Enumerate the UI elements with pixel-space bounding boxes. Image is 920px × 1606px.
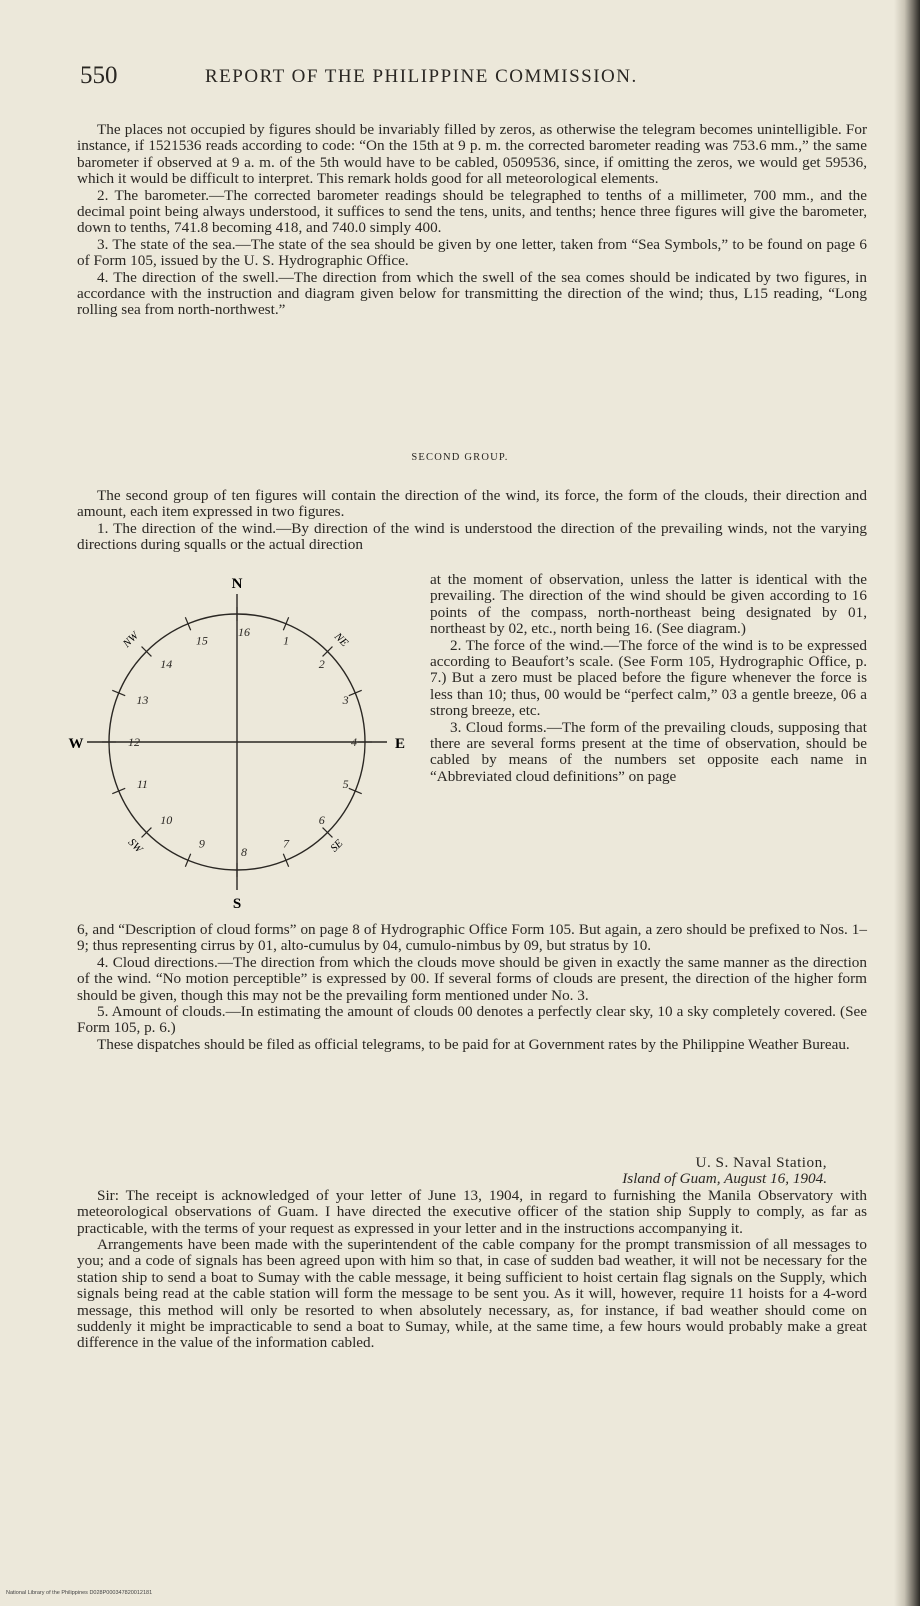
compass-south-label: S xyxy=(232,896,242,912)
compass-point-5: 5 xyxy=(342,777,349,792)
paragraph: 1. The direction of the wind.—By direction of the wind is understood the direction of the prevailing winds, not the varying directions during squalls or the actual direction xyxy=(77,519,867,554)
compass-nw-label: NW xyxy=(120,629,141,650)
compass-tick xyxy=(185,617,190,630)
letter-station: U. S. Naval Station, xyxy=(695,1154,827,1171)
scan-footer: National Library of the Philippines D028P000347820012181 xyxy=(6,1590,153,1596)
letter-place-date: Island of Guam, August 16, 1904. xyxy=(622,1170,827,1188)
compass-sw-label: SW xyxy=(125,836,145,856)
letter-paragraph: Arrangements have been made with the superintendent of the cable company for the prompt transmission of all messages to you; and a code of signals has been agreed upon with him so that, in case of sudden bad weather, it will not be necessary for the station ship to send a boat to Sumay with the cable message, it being sufficient to hoist certain flag signals on the Supply, which signals being read at the cable station will form the message to be sent you. As it will, however, require 11 hoists for a 4-word message, this method will only be resorted to when absolutely necessary, as, for instance, if bad weather should come on suddenly it might be impracticable to send a boat to Sumay, while, at the same time, a few hours would probably make a great difference in the value of the information cabled. xyxy=(77,1236,867,1352)
compass-ne-label: NE xyxy=(331,630,351,650)
compass-tick xyxy=(349,690,362,695)
paragraph: at the moment of observation, unless the latter is identical with the prevailing. The direction of the wind should be given according to 16 points of the compass, north-northeast being designated by 01, northeast by 02, etc., north being 16. (See diagram.) xyxy=(430,571,867,638)
compass-east-label: E xyxy=(394,736,406,752)
compass-point-7: 7 xyxy=(283,836,290,851)
compass-tick xyxy=(283,617,288,630)
compass-diagram xyxy=(62,572,412,912)
paragraph: 4. Cloud directions.—The direction from which the clouds move should be given in exactly the same manner as the direction of the wind. “No motion perceptible” is expressed by 00. If several forms of clouds are present, the direction of the higher form should be given, though this may not be the prevailing form mentioned under No. 3. xyxy=(77,953,867,1004)
paragraph: The second group of ten figures will contain the direction of the wind, its force, the form of the clouds, their direction and amount, each item expressed in two figures. xyxy=(77,487,867,521)
compass-west-label: W xyxy=(68,736,84,752)
paragraph: 2. The force of the wind.—The force of the wind is to be expressed according to Beaufort’s scale. (See Form 105, Hydrographic Office, p. 7.) But a zero must be placed before the figure whenever the force is less than 10; thus, 00 would be “perfect calm,” 03 a gentle breeze, 06 a strong breeze, etc. xyxy=(430,636,867,720)
compass-svg xyxy=(62,572,412,912)
letter-paragraph: Sir: The receipt is acknowledged of your letter of June 13, 1904, in regard to furnishing the Manila Observatory with meteorological observations of Guam. I have directed the executive officer of the station ship Supply to comply, as far as practicable, with the terms of your request as expressed in your letter and in the instructions accompanying it. xyxy=(77,1186,867,1237)
paragraph: The places not occupied by figures should be invariably filled by zeros, as otherwise the telegram becomes unintelligible. For instance, if 1521536 reads according to code: “On the 15th at 9 p. m. the corrected barometer reading was 753.6 mm.,” the same barometer if observed at 9 a. m. of the 5th would have to be cabled, 0509536, since, if omitting the zeros, we would get 59536, which it would be difficult to interpret. This remark holds good for all meteorological elements. xyxy=(77,121,867,188)
compass-point-11: 11 xyxy=(136,777,148,792)
compass-point-14: 14 xyxy=(160,657,173,672)
compass-point-9: 9 xyxy=(198,836,205,851)
compass-point-10: 10 xyxy=(160,812,173,827)
compass-point-2: 2 xyxy=(318,657,325,672)
compass-se-label: SE xyxy=(328,837,346,855)
paragraph: 3. Cloud forms.—The form of the prevailing clouds, supposing that there are several forms present at the time of observation, should be cabled by means of the numbers set opposite each name in “Abbreviated cloud definitions” on page xyxy=(430,718,867,785)
paragraph: 5. Amount of clouds.—In estimating the amount of clouds 00 denotes a perfectly clear sky, 10 a sky completely covered. (See Form 105, p. 6.) xyxy=(77,1003,867,1037)
after-diagram-text xyxy=(77,922,867,1053)
compass-point-16: 16 xyxy=(238,625,250,639)
second-group-intro xyxy=(77,488,867,554)
compass-tick xyxy=(112,690,125,695)
compass-tick xyxy=(349,788,362,793)
section-heading: SECOND GROUP. xyxy=(411,452,509,463)
paragraph: 6, and “Description of cloud forms” on page 8 of Hydrographic Office Form 105. But again, a zero should be prefixed to Nos. 1–9; thus representing cirrus by 01, alto-cumulus by 04, cumulo-nimbus by 09, but stratus by 10. xyxy=(77,921,867,955)
compass-tick xyxy=(112,788,125,793)
letter xyxy=(77,1155,867,1352)
paragraph: 2. The barometer.—The corrected barometer readings should be telegraphed to tenths of a millimeter, 700 mm., and the decimal point being always understood, it suffices to send the tens, units, and tenths; hence three figures will give the barometer, down to tenths, 741.8 becoming 418, and 740.0 simply 400. xyxy=(77,186,867,237)
compass-point-12: 12 xyxy=(128,735,140,749)
paragraph: 4. The direction of the swell.—The direction from which the swell of the sea comes should be indicated by two figures, in accordance with the instruction and diagram given below for transmitting the direction of the wind; thus, L15 reading, “Long rolling sea from north-northwest.” xyxy=(77,268,867,319)
compass-tick xyxy=(283,854,288,867)
compass-point-4: 4 xyxy=(351,735,357,749)
page-binding-edge xyxy=(894,0,920,1606)
diagram-side-text xyxy=(430,572,867,785)
compass-north-label: N xyxy=(231,576,243,592)
paragraph: 3. The state of the sea.—The state of the sea should be given by one letter, taken from “Sea Symbols,” to be found on page 6 of Form 105, issued by the U. S. Hydrographic Office. xyxy=(77,235,867,270)
compass-point-8: 8 xyxy=(241,845,247,859)
compass-tick xyxy=(185,854,190,867)
first-group-text xyxy=(77,122,867,319)
page-header xyxy=(80,62,840,102)
running-title: REPORT OF THE PHILIPPINE COMMISSION. xyxy=(205,66,638,87)
compass-point-1: 1 xyxy=(283,633,290,648)
compass-point-6: 6 xyxy=(318,812,325,827)
compass-point-3: 3 xyxy=(342,692,349,707)
paragraph: These dispatches should be filed as official telegrams, to be paid for at Government rates by the Philippine Weather Bureau. xyxy=(97,1035,850,1053)
compass-point-13: 13 xyxy=(136,692,149,707)
compass-point-15: 15 xyxy=(195,633,208,648)
page-number: 550 xyxy=(80,62,118,89)
